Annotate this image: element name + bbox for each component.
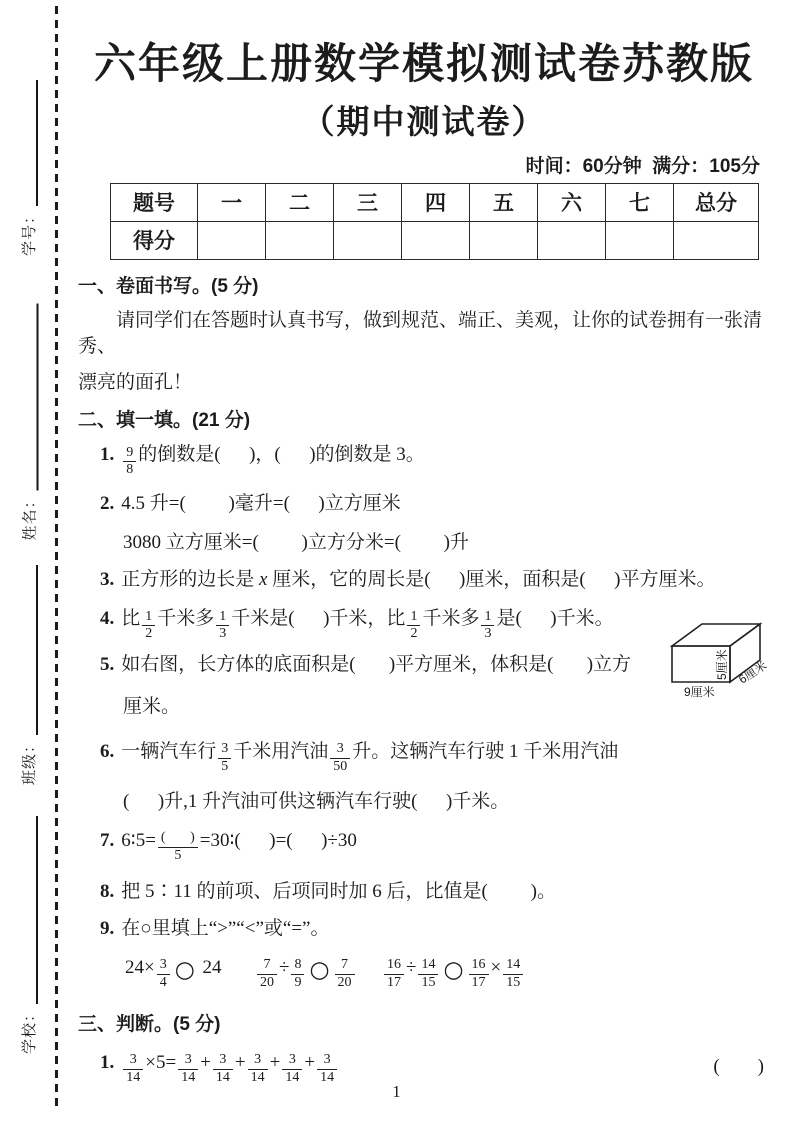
score-cell	[606, 221, 674, 259]
score-cell	[538, 221, 606, 259]
fraction-denominator: 14	[250, 1069, 265, 1085]
question-line	[100, 914, 770, 944]
fraction	[469, 957, 489, 990]
fraction	[384, 957, 404, 990]
fraction-denominator: 4	[159, 974, 167, 990]
text-run: ( )升,1 升汽油可供这辆汽车行驶( )千米。	[123, 790, 510, 812]
text-run: 厘米，它的周长是( )厘米，面积是( )平方厘米。	[267, 568, 716, 590]
student-info-blank-line	[36, 80, 38, 206]
fraction-numerator: 9	[123, 445, 136, 462]
score-table-header-cell: 六	[538, 183, 606, 221]
fraction-numerator: 1	[142, 609, 155, 626]
score-cell	[334, 221, 402, 259]
paragraph-line: 请同学们在答题时认真书写，做到规范、端正、美观，让你的试卷拥有一张清秀、	[78, 309, 763, 357]
fraction-denominator: 14	[215, 1069, 230, 1085]
fraction	[123, 445, 136, 478]
comparison-expression	[382, 957, 525, 991]
answer-parentheses: ( )	[713, 1055, 764, 1077]
fraction-numerator: 3	[218, 741, 231, 758]
fraction	[123, 1052, 143, 1085]
fraction-denominator: 2	[410, 625, 418, 641]
fraction	[248, 1052, 268, 1085]
score-cell	[198, 221, 266, 259]
text-run: 正方形的边长是	[121, 568, 260, 590]
comparison-circle: ○	[174, 956, 195, 983]
text-run: 是( )千米。	[496, 607, 614, 629]
text-run: 千米多	[422, 607, 480, 629]
fraction	[503, 957, 523, 990]
cuboid-length-label: 9厘米	[684, 685, 715, 699]
comparison-row	[78, 950, 770, 998]
fraction	[257, 957, 277, 990]
fraction-denominator: 14	[285, 1069, 300, 1085]
comparison-expression	[255, 957, 357, 991]
text-run: ÷	[279, 956, 290, 978]
question-continuation-line	[123, 787, 770, 817]
text-run: ×	[490, 956, 502, 978]
question-line	[100, 440, 770, 478]
text-run: 千米是( )千米，比	[231, 607, 406, 629]
cuboid-top-face	[672, 624, 760, 646]
fraction-numerator: 3	[330, 741, 350, 758]
question-line	[100, 826, 770, 864]
fraction-denominator: 15	[421, 974, 436, 990]
fraction	[317, 1052, 337, 1085]
text-run: 如右图，长方体的底面积是( )平方厘米，体积是( )立方	[121, 653, 632, 675]
fraction-denominator: 14	[320, 1069, 335, 1085]
score-table-header-cell: 五	[470, 183, 538, 221]
fraction-numerator: 16	[384, 957, 404, 974]
fraction-numerator: 1	[216, 609, 229, 626]
question-number: 6.	[100, 740, 115, 762]
section-heading: 三、判断。(5 分)	[78, 1013, 221, 1035]
student-info-label: 姓名：	[22, 492, 38, 541]
text-run: 6∶5=	[121, 829, 156, 851]
student-info-field	[19, 304, 41, 541]
student-info-label: 班级：	[22, 736, 38, 785]
text-run: 厘米。	[123, 695, 181, 717]
fraction-numerator: 1	[481, 609, 494, 626]
text-run: 24	[197, 956, 222, 978]
text-run: ×5=	[145, 1051, 177, 1073]
text-run: +	[200, 1051, 211, 1073]
fraction-numerator: 16	[469, 957, 489, 974]
fraction	[330, 741, 350, 774]
variable-x: x	[259, 568, 268, 590]
student-info-label: 学校：	[22, 1005, 38, 1054]
fraction	[218, 741, 231, 774]
text-run: =30∶( )=( )÷30	[199, 829, 357, 851]
student-info-field	[19, 80, 41, 256]
text-run: ÷	[406, 956, 417, 978]
fraction-denominator: 14	[126, 1069, 141, 1085]
student-info-blank-line	[36, 565, 38, 735]
text-run: 一辆汽车行	[121, 740, 217, 762]
fraction	[158, 830, 198, 863]
fraction-denominator: 50	[333, 758, 348, 774]
fraction	[291, 957, 304, 990]
fraction-numerator: 7	[257, 957, 277, 974]
score-table-score-row	[111, 221, 759, 259]
fraction-denominator: 5	[174, 847, 182, 863]
section-heading: 一、卷面书写。(5 分)	[78, 275, 259, 297]
text-run: 的倒数是( )，( )的倒数是 3。	[138, 443, 425, 465]
text-run: +	[269, 1051, 281, 1073]
question-number: 1.	[100, 1051, 115, 1073]
fraction-numerator: 3	[157, 957, 170, 974]
question-number: 8.	[100, 880, 115, 902]
time-score-meta: 时间：60分钟 满分：105分	[525, 155, 760, 177]
fraction-numerator: 3	[178, 1052, 198, 1069]
fraction-denominator: 3	[484, 625, 492, 641]
text-run: 升。这辆汽车行驶 1 千米用汽油	[352, 740, 619, 762]
fraction-denominator: 3	[219, 625, 227, 641]
comparison-circle: ○	[443, 956, 464, 983]
fold-dashed-line	[55, 6, 58, 1110]
section-heading: 二、填一填。(21 分)	[78, 409, 251, 431]
text-run: 千米用汽油	[233, 740, 329, 762]
question-line	[100, 489, 770, 519]
cuboid-figure	[666, 612, 793, 708]
score-table-header-cell: 三	[334, 183, 402, 221]
question-line	[100, 565, 770, 595]
fraction-denominator: 9	[294, 974, 302, 990]
fraction	[216, 609, 229, 642]
question-line	[100, 1048, 770, 1086]
fraction	[407, 609, 420, 642]
score-cell	[674, 221, 759, 259]
fraction-denominator: 15	[506, 974, 521, 990]
question-continuation-line	[123, 528, 770, 558]
score-table-header-row	[111, 183, 759, 221]
score-cell	[402, 221, 470, 259]
fraction-numerator: 1	[407, 609, 420, 626]
text-run: 4.5 升=( )毫升=( )立方厘米	[121, 492, 401, 514]
fraction	[213, 1052, 233, 1085]
score-cell	[470, 221, 538, 259]
fraction-denominator: 17	[471, 974, 486, 990]
student-info-field	[19, 816, 41, 1054]
question-line	[100, 737, 770, 775]
paper-subtitle: （期中测试卷）	[301, 102, 547, 140]
paper-content	[78, 24, 770, 1086]
fraction-denominator: 14	[181, 1069, 196, 1085]
fraction	[481, 609, 494, 642]
student-info-label: 学号：	[22, 207, 38, 256]
fraction-denominator: 2	[145, 625, 153, 641]
score-table-header-cell: 题号	[111, 183, 198, 221]
score-table-header-cell: 二	[266, 183, 334, 221]
fraction-numerator: 3	[248, 1052, 268, 1069]
score-table-header-cell: 总分	[674, 183, 759, 221]
fraction-numerator: 3	[213, 1052, 233, 1069]
student-info-field	[19, 565, 41, 785]
fraction	[335, 957, 355, 990]
score-table-header-cell: 一	[198, 183, 266, 221]
text-run: 把 5∶11 的前项、后项同时加 6 后，比值是( )。	[121, 880, 556, 902]
fraction-numerator: 3	[123, 1052, 143, 1069]
text-run: 在○里填上“>”“<”或“=”。	[121, 917, 330, 939]
score-row-label: 得分	[111, 221, 198, 259]
question-number: 1.	[100, 443, 115, 465]
fraction	[418, 957, 438, 990]
fraction-denominator: 5	[221, 758, 229, 774]
fraction-denominator: 17	[387, 974, 401, 990]
student-info-blank-line	[36, 304, 38, 491]
question-number: 2.	[100, 492, 115, 514]
paper-title: 六年级上册数学模拟测试卷苏教版	[93, 40, 754, 87]
score-table-header-cell: 七	[606, 183, 674, 221]
question-number: 9.	[100, 917, 115, 939]
fraction-denominator: 20	[337, 974, 352, 990]
question-number: 7.	[100, 829, 115, 851]
text-run: +	[234, 1051, 246, 1073]
fraction-numerator: 3	[317, 1052, 337, 1069]
score-table	[110, 183, 759, 260]
student-info-blank-line	[36, 816, 38, 1004]
text-run: 24×	[125, 956, 155, 978]
text-run: +	[304, 1051, 316, 1073]
fraction-numerator: 14	[503, 957, 523, 974]
text-run: 比	[121, 607, 141, 629]
question-number: 3.	[100, 568, 115, 590]
paragraph-line: 漂亮的面孔！	[78, 371, 193, 393]
fraction-numerator: 14	[418, 957, 438, 974]
text-run: 千米多	[157, 607, 215, 629]
cuboid-height-label: 5厘米	[715, 649, 729, 680]
text-run: 3080 立方厘米=( )立方分米=( )升	[123, 531, 469, 553]
fraction-numerator: 3	[282, 1052, 302, 1069]
fraction	[142, 609, 155, 642]
fraction-numerator: 8	[291, 957, 304, 974]
fraction-denominator: 8	[126, 461, 134, 477]
question-number: 5.	[100, 653, 115, 675]
fraction-numerator: ( )	[158, 830, 198, 847]
cuboid-depth-label: 6厘米	[736, 658, 770, 687]
fraction	[282, 1052, 302, 1085]
fraction	[178, 1052, 198, 1085]
fraction-numerator: 7	[335, 957, 355, 974]
page-number: 1	[392, 1082, 401, 1101]
comparison-circle: ○	[309, 956, 330, 983]
score-table-header-cell: 四	[402, 183, 470, 221]
score-cell	[266, 221, 334, 259]
comparison-expression	[125, 957, 222, 991]
question-line	[100, 877, 770, 907]
fraction-denominator: 20	[260, 974, 274, 990]
question-number: 4.	[100, 607, 115, 629]
fraction	[157, 957, 170, 990]
